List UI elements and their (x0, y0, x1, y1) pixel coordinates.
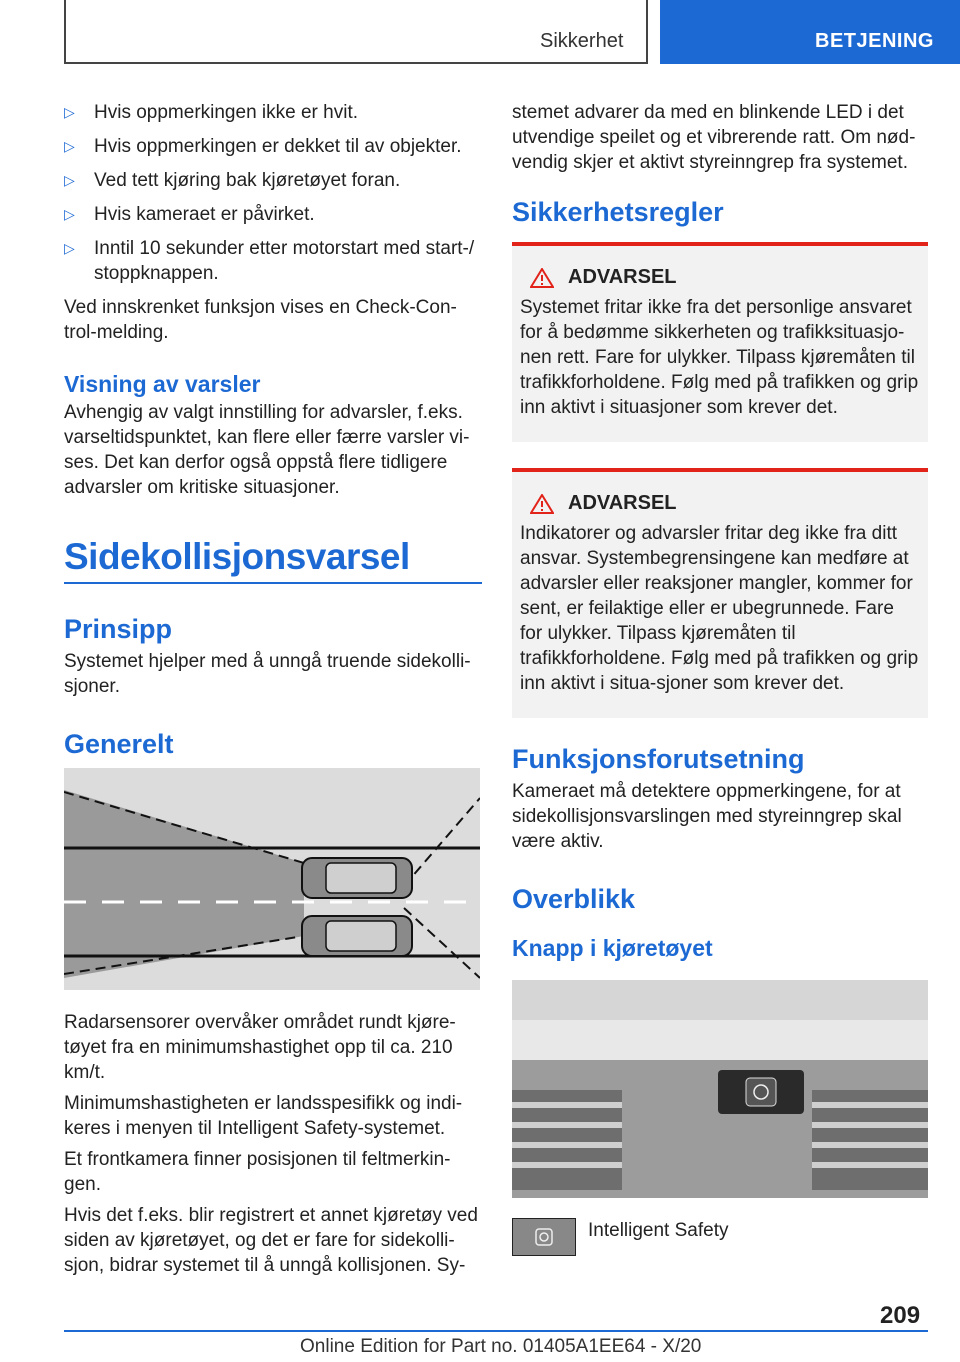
heading-generelt: Generelt (64, 729, 174, 759)
dashboard-photo (512, 980, 928, 1198)
warning-triangle-icon (530, 494, 554, 514)
header-section-title: Sikkerhet (540, 30, 624, 52)
warning-box-1 (512, 242, 928, 442)
paragraph-funksjon: Kameraet må detektere oppmerkingene, for at sidekollisjonsvarslingen med styreinngrep skal være aktiv. (512, 781, 902, 852)
caption-row (512, 1218, 928, 1256)
heading-funksjonsforutsetning: Funksjonsforutsetning (512, 744, 805, 774)
heading-sidekollisjonsvarsel: Sidekollisjonsvarsel (64, 536, 482, 584)
heading-visning: Visning av varsler (64, 371, 261, 397)
left-column (64, 100, 482, 1284)
heading-sikkerhetsregler: Sikkerhetsregler (512, 197, 724, 227)
paragraph-minimum: Minimumshastigheten er landsspesifikk og indi-keres i menyen til Intelligent Safety-systemet. (64, 1093, 463, 1139)
paragraph-visning: Avhengig av valgt innstilling for advarsler, f.eks. varseltidspunktet, kan flere eller færre varsler vi-ses. Det kan derfor også oppstå flere tidligere advarsler om kritiske situasjoner. (64, 402, 470, 498)
road-diagram-illustration (64, 768, 480, 990)
triangle-right-icon: ▷ (64, 138, 75, 154)
warning-triangle-icon (530, 268, 554, 288)
list-item: ▷ Hvis oppmerkingen ikke er hvit. (64, 102, 358, 123)
paragraph-limited-function: Ved innskrenket funksjon vises en Check-Con-trol-melding. (64, 297, 457, 343)
footer-divider (64, 1330, 928, 1332)
list-item: ▷ Inntil 10 sekunder etter motorstart med start-/ stoppknappen. (64, 238, 475, 284)
warning-title: ADVARSEL (568, 266, 677, 288)
list-item: ▷ Hvis kameraet er påvirket. (64, 204, 315, 225)
triangle-right-icon: ▷ (64, 104, 75, 120)
warning-text: Systemet fritar ikke fra det personlige ansvaret for å bedømme sikkerheten og trafikksituasjo-nen rett. Fare for ulykker. Tilpass kjøremåten til trafikkforholdene. Følg med på trafikken og grip inn aktivt i situasjoner som krever det. (520, 297, 919, 418)
paragraph-radar: Radarsensorer overvåker området rundt kjøre-tøyet fra en minimumshastighet opp til ca. 210 km/t. (64, 1012, 456, 1083)
warning-box-2 (512, 468, 928, 718)
right-column (512, 100, 928, 1256)
triangle-right-icon: ▷ (64, 240, 75, 256)
paragraph-prinsipp: Systemet hjelper med å unngå truende sidekolli-sjoner. (64, 651, 471, 697)
paragraph-continuation: stemet advarer da med en blinkende LED i det utvendige speilet og et vibrerende ratt. Om nød-vendig skjer et aktivt styreinngrep fra systemet. (512, 102, 916, 173)
heading-overblikk: Overblikk (512, 884, 636, 914)
triangle-right-icon: ▷ (64, 172, 75, 188)
footer-edition: Online Edition for Part no. 01405A1EE64 - X/20 (300, 1336, 702, 1357)
heading-prinsipp: Prinsipp (64, 614, 173, 644)
page-number: 209 (880, 1302, 921, 1329)
triangle-right-icon: ▷ (64, 206, 75, 222)
heading-knapp: Knapp i kjøretøyet (512, 935, 713, 961)
warning-text: Indikatorer og advarsler fritar deg ikke fra ditt ansvar. Systembegrensingene kan medføre at advarsler eller reaksjoner mangler, kommer for sent, er feilaktige eller er ubegrunnede. Fare for ulykker. Tilpass kjøremåten til trafikkforholdene. Følg med på trafikken og grip inn aktivt i situa-sjoner som krever det. (520, 523, 919, 694)
list-item: ▷ Ved tett kjøring bak kjøretøyet foran. (64, 170, 401, 191)
warning-title: ADVARSEL (568, 492, 677, 514)
paragraph-hvis: Hvis det f.eks. blir registrert et annet kjøretøy ved siden av kjøretøyet, og det er fare for sidekolli-sjon, bidrar systemet til å unngå kollisjonen. Sy- (64, 1205, 478, 1276)
list-item: ▷ Hvis oppmerkingen er dekket til av objekter. (64, 136, 462, 157)
intelligent-safety-icon (512, 1218, 576, 1256)
caption-intelligent-safety: Intelligent Safety (588, 1220, 729, 1241)
paragraph-frontkamera: Et frontkamera finner posisjonen til feltmerkin-gen. (64, 1149, 451, 1195)
header-chapter-title: BETJENING (815, 30, 934, 52)
